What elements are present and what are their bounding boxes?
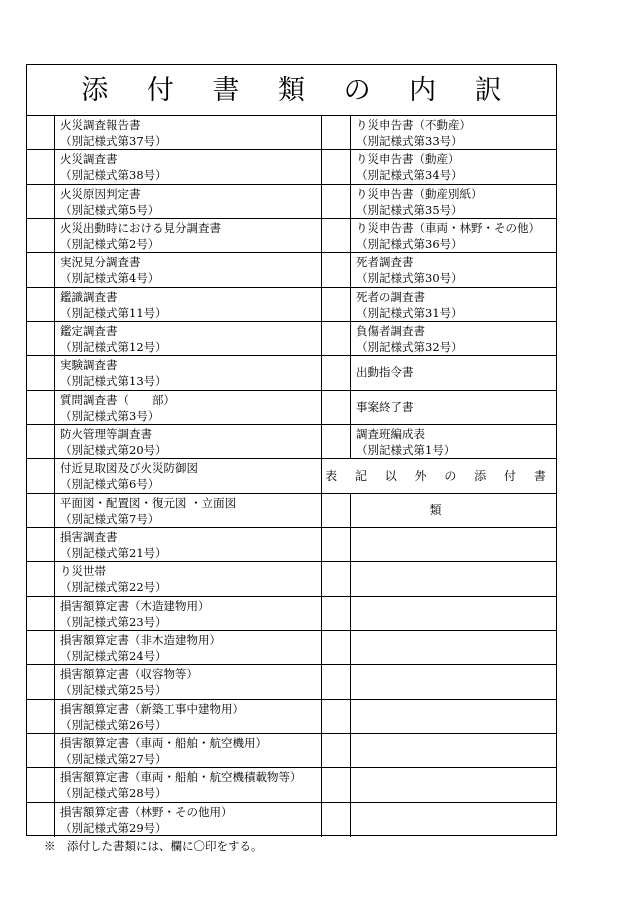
blank-entry-cell[interactable] [351, 494, 556, 527]
table-row [27, 322, 556, 356]
check-cell[interactable] [27, 562, 55, 595]
document-name: 死者の調査書 [356, 289, 425, 304]
document-name: 事案終了書 [356, 399, 414, 414]
blank-entry-cell[interactable] [351, 562, 556, 595]
table-row [27, 253, 556, 287]
document-name-cell [55, 185, 322, 218]
document-name: 実験調査書 [60, 358, 118, 373]
table-row [27, 631, 556, 665]
document-name: り災申告書（動産別紙） [356, 186, 483, 201]
check-cell[interactable] [27, 459, 55, 492]
document-name-cell [55, 356, 322, 389]
table-row [27, 665, 556, 699]
table-row [27, 356, 556, 390]
form-number: （別記様式第24号） [60, 648, 167, 663]
document-name-cell [55, 219, 322, 252]
document-name: 死者調査書 [356, 255, 414, 270]
document-name: 付近見取図及び火災防御図 [60, 461, 198, 476]
form-number: （別記様式第27号） [60, 751, 167, 766]
check-cell[interactable] [27, 185, 55, 218]
document-name-cell [351, 219, 556, 252]
form-number: （別記様式第4号） [60, 271, 160, 286]
document-name-cell [55, 528, 322, 561]
check-cell[interactable] [322, 494, 351, 527]
document-name: 損害額算定書（非木造建物用） [60, 632, 221, 647]
table-row [27, 528, 556, 562]
table-row [27, 700, 556, 734]
other-attachments-header: 表 記 以 外 の 添 付 書 類 [325, 469, 553, 518]
check-cell[interactable] [27, 768, 55, 801]
document-name: 質問調査書（ 部） [60, 392, 175, 407]
document-name: 防火管理等調査書 [60, 426, 152, 441]
document-name-cell [351, 185, 556, 218]
form-number: （別記様式第36号） [356, 236, 463, 251]
footnote: ※ 添付した書類には、欄に〇印をする。 [44, 839, 263, 853]
check-cell[interactable] [27, 528, 55, 561]
document-name-cell [55, 150, 322, 183]
check-cell[interactable] [322, 253, 351, 286]
document-name: 損害額算定書（車両・船舶・航空機積載物等） [60, 770, 302, 785]
check-cell[interactable] [27, 288, 55, 321]
check-cell[interactable] [322, 597, 351, 630]
blank-entry-cell[interactable] [351, 768, 556, 801]
check-cell[interactable] [27, 665, 55, 698]
check-cell[interactable] [27, 631, 55, 664]
table-row [27, 391, 556, 425]
form-number: （別記様式第33号） [356, 134, 463, 148]
table-row [27, 150, 556, 184]
check-cell[interactable] [322, 562, 351, 595]
document-name-cell [55, 597, 322, 630]
document-name-cell [351, 356, 556, 389]
document-name-cell [351, 288, 556, 321]
document-name: 火災出動時における見分調査書 [60, 220, 221, 235]
table-row [27, 597, 556, 631]
document-name: 負傷者調査書 [356, 323, 425, 338]
table-row [27, 734, 556, 768]
form-number: （別記様式第35号） [356, 202, 463, 217]
attachment-list-form [26, 64, 557, 836]
check-cell[interactable] [322, 288, 351, 321]
document-name-cell [55, 459, 322, 492]
document-name-cell [351, 253, 556, 286]
check-cell[interactable] [27, 425, 55, 458]
document-name: 損害額算定書（林野・その他用） [60, 804, 233, 819]
check-cell[interactable] [27, 116, 55, 149]
check-cell[interactable] [322, 528, 351, 561]
check-cell[interactable] [322, 322, 351, 355]
document-name: 実況見分調査書 [60, 255, 141, 270]
document-name: 調査班編成表 [356, 426, 425, 441]
form-number: （別記様式第34号） [356, 168, 463, 183]
form-number: （別記様式第20号） [60, 442, 167, 457]
form-title: 添 付 書 類 の 内 訳 [27, 65, 556, 116]
table-row [27, 768, 556, 802]
document-name: 損害額算定書（木造建物用） [60, 598, 210, 613]
document-name: り災世帯 [60, 564, 106, 579]
check-cell[interactable] [27, 494, 55, 527]
table-row [27, 185, 556, 219]
check-cell[interactable] [27, 391, 55, 424]
document-name: 火災原因判定書 [60, 186, 141, 201]
blank-entry-cell[interactable] [351, 700, 556, 733]
form-number: （別記様式第7号） [60, 511, 160, 526]
document-name: 鑑定調査書 [60, 323, 118, 338]
document-name: り災申告書（車両・林野・その他） [356, 220, 540, 235]
document-name-cell [55, 116, 322, 149]
blank-entry-cell[interactable] [351, 734, 556, 767]
document-name-cell [55, 803, 322, 837]
table-row [27, 219, 556, 253]
check-cell[interactable] [322, 768, 351, 801]
form-number: （別記様式第28号） [60, 786, 167, 801]
check-cell[interactable] [322, 631, 351, 664]
check-cell[interactable] [27, 700, 55, 733]
check-cell[interactable] [322, 219, 351, 252]
document-name-cell [351, 322, 556, 355]
check-cell[interactable] [322, 356, 351, 389]
other-attachments-header-cell [322, 459, 556, 518]
check-cell[interactable] [27, 356, 55, 389]
check-cell[interactable] [27, 734, 55, 767]
form-number: （別記様式第22号） [60, 580, 167, 595]
form-number: （別記様式第2号） [60, 236, 160, 251]
document-name: 平面図・配置図・復元図 ・立面図 [60, 495, 237, 510]
document-name-cell [55, 562, 322, 595]
document-name-cell [55, 768, 322, 801]
document-name-cell [351, 116, 556, 149]
table-row [27, 425, 556, 459]
check-cell[interactable] [322, 116, 351, 149]
form-number: （別記様式第38号） [60, 168, 167, 183]
blank-entry-cell[interactable] [351, 665, 556, 698]
document-name-cell [55, 700, 322, 733]
document-name: 損害額算定書（車両・船舶・航空機用） [60, 735, 267, 750]
document-name: 鑑識調査書 [60, 289, 118, 304]
form-number: （別記様式第1号） [356, 442, 456, 457]
check-cell[interactable] [322, 734, 351, 767]
blank-entry-cell[interactable] [351, 631, 556, 664]
check-cell[interactable] [322, 803, 351, 837]
check-cell[interactable] [322, 425, 351, 458]
document-name-cell [351, 150, 556, 183]
document-name: 損害額算定書（収容物等） [60, 667, 198, 682]
check-cell[interactable] [27, 219, 55, 252]
check-cell[interactable] [322, 700, 351, 733]
blank-entry-cell[interactable] [351, 597, 556, 630]
document-name-cell [55, 494, 322, 527]
document-name-cell [55, 391, 322, 424]
document-name-cell [55, 322, 322, 355]
document-name-cell [351, 391, 556, 424]
form-number: （別記様式第6号） [60, 477, 160, 492]
document-name: 火災調査書 [60, 152, 118, 167]
document-name-cell [55, 734, 322, 767]
form-number: （別記様式第21号） [60, 545, 167, 560]
document-name: り災申告書（不動産） [356, 118, 471, 132]
document-name: り災申告書（動産） [356, 152, 460, 167]
blank-entry-cell[interactable] [351, 528, 556, 561]
document-name: 損害額算定書（新築工事中建物用） [60, 701, 244, 716]
form-number: （別記様式第37号） [60, 134, 167, 148]
document-name: 出動指令書 [356, 365, 414, 380]
form-number: （別記様式第29号） [60, 820, 167, 835]
document-name-cell [351, 425, 556, 458]
check-cell[interactable] [322, 185, 351, 218]
document-name-cell [55, 665, 322, 698]
check-cell[interactable] [27, 597, 55, 630]
table-row [27, 562, 556, 596]
check-cell[interactable] [322, 391, 351, 424]
document-name-cell [55, 253, 322, 286]
document-name-cell [55, 288, 322, 321]
form-number: （別記様式第11号） [60, 305, 167, 320]
form-number: （別記様式第23号） [60, 614, 167, 629]
form-number: （別記様式第5号） [60, 202, 160, 217]
document-name: 火災調査報告書 [60, 118, 141, 132]
table-row [27, 494, 556, 528]
table-row [27, 288, 556, 322]
check-cell[interactable] [27, 803, 55, 837]
form-number: （別記様式第25号） [60, 683, 167, 698]
table-row [27, 116, 556, 150]
document-name-cell [55, 425, 322, 458]
form-number: （別記様式第3号） [60, 408, 160, 423]
form-number: （別記様式第30号） [356, 271, 463, 286]
check-cell[interactable] [27, 253, 55, 286]
document-name-cell [55, 631, 322, 664]
form-number: （別記様式第12号） [60, 339, 167, 354]
check-cell[interactable] [322, 665, 351, 698]
check-cell[interactable] [27, 322, 55, 355]
form-number: （別記様式第13号） [60, 374, 167, 389]
check-cell[interactable] [27, 150, 55, 183]
form-number: （別記様式第32号） [356, 339, 463, 354]
table-row [27, 803, 556, 837]
form-number: （別記様式第31号） [356, 305, 463, 320]
blank-entry-cell[interactable] [351, 803, 556, 837]
check-cell[interactable] [322, 150, 351, 183]
form-number: （別記様式第26号） [60, 717, 167, 732]
document-name: 損害調査書 [60, 529, 118, 544]
